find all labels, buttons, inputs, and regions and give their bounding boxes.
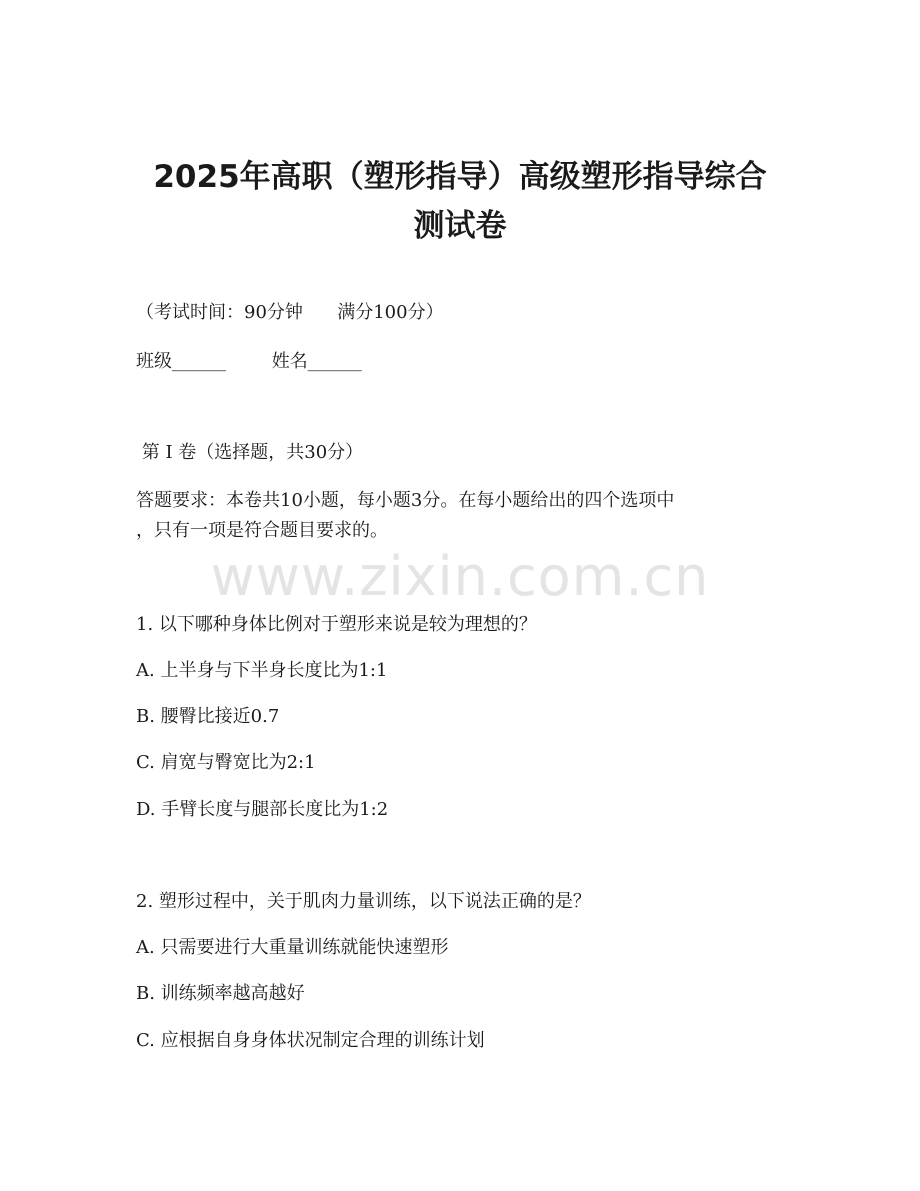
question-1-stem: 1. 以下哪种身体比例对于塑形来说是较为理想的？	[136, 614, 537, 635]
question-2-option-b: B. 训练频率越高越好	[136, 983, 305, 1004]
page-title-line-1: 2025年高职（塑形指导）高级塑形指导综合	[153, 159, 767, 195]
question-2-option-c: C. 应根据自身身体状况制定合理的训练计划	[136, 1030, 485, 1051]
question-2-option-a: A. 只需要进行大重量训练就能快速塑形	[136, 937, 449, 958]
question-2-stem: 2. 塑形过程中，关于肌肉力量训练，以下说法正确的是？	[136, 891, 591, 912]
exam-info: （考试时间：90分钟 满分100分）	[136, 302, 444, 323]
question-1-option-b: B. 腰臀比接近0.7	[136, 706, 280, 727]
class-name-fields: 班级______ 姓名______	[136, 351, 362, 372]
watermark: www.zixin.com.cn	[210, 545, 710, 608]
question-1-option-c: C. 肩宽与臀宽比为2:1	[136, 752, 316, 773]
page-title-line-2: 测试卷	[413, 208, 507, 244]
instructions-line-1: 答题要求：本卷共10小题，每小题3分。在每小题给出的四个选项中	[136, 490, 675, 511]
question-1-option-a: A. 上半身与下半身长度比为1:1	[136, 660, 388, 681]
question-1-option-d: D. 手臂长度与腿部长度比为1:2	[136, 799, 389, 820]
instructions-line-2: ，只有一项是符合题目要求的。	[136, 520, 388, 541]
section-heading: 第 I 卷（选择题，共30分）	[136, 442, 364, 463]
